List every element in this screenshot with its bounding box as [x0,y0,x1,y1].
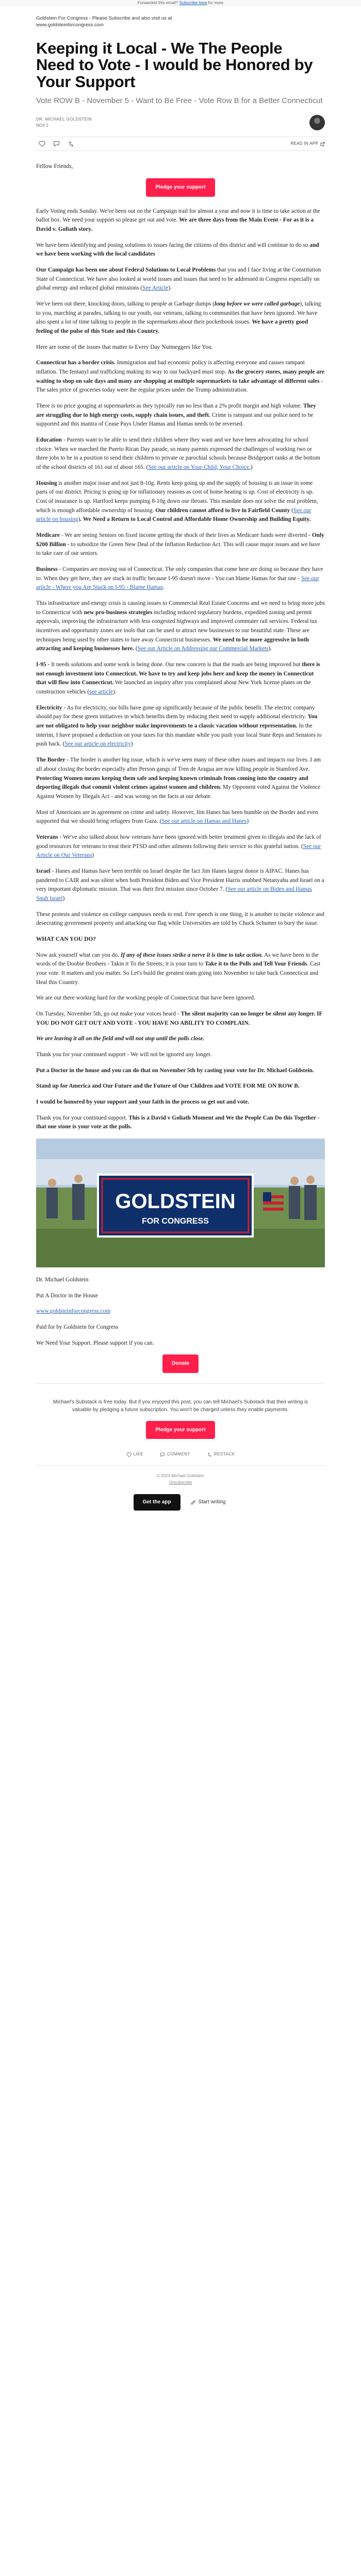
forward-banner-text: Forwarded this email? [137,1,178,5]
paragraph [36,1307,325,1316]
article-link[interactable]: See our article on electricity [64,741,131,748]
heart-icon[interactable] [36,138,47,149]
paragraph: Our Campaign has been one about Federal Solutions to Local Problems that you and I face living at the Constitution State of Connecticut. We have also looked at world issues and issues that need to be addressed in Congress especially on global energy and reduced global emissions (See Article). [36,266,321,292]
paragraph: Veterans - We've also talked about how veterans have been ignored with better treatment given to illegals and the lack of good resources for veterans to treat their PTSD and other ailments following their service to this grateful nation. (See our Article on Our Veterans) [36,834,321,859]
byline-meta [36,116,92,129]
campaign-site-link[interactable]: www.goldsteinforcongress.com [36,1308,111,1315]
pencil-icon [191,1500,196,1505]
signature-name: Dr. Michael Goldstein [36,1276,89,1283]
donate-button[interactable]: Donate [162,1354,199,1373]
divider [36,1383,325,1384]
paragraph: Housing is another major issue and not just 8-10g. Rents keep going up and the supply of housing is an issue in some parts of our district. Pricing is going up for inflationary reasons as cost of home heating is up. Cost of electricity is up. Cost of insurance is up. Hartford keeps pumping 8-10g down our throats. This mandate does not solve the real problem, which is enough affordable ownership of housing. Our children cannot afford to live in Fairfield County (See our article on housing). We Need a Return to Local Control and Affordable Home Ownership and Building Equity. [36,480,318,523]
article-link[interactable]: See Article [142,285,169,292]
restack-icon [207,1452,212,1457]
paid-for-line: Paid for by Goldstein for Congress [36,1324,119,1330]
paragraph: Thank you for your continued support - We will not be ignored any longer. [36,1051,212,1058]
like-button[interactable] [126,1451,143,1458]
preheader-line-2: www.goldsteinforcongress.com [36,22,104,28]
paragraph: We are out there working hard for the working people of Connecticut that have been ignored. [36,995,255,1002]
paragraph: On Tuesday, November 5th, go out make your voices heard - The silent majority can no longer be silent any longer. IF YOU DO NOT GET OUT AND VOTE - YOU HAVE NO ABILITY TO COMPLAIN. [36,1010,323,1026]
get-app-button[interactable]: Get the app [134,1494,180,1511]
copyright-text: © 2024 Michael Goldstein [157,1473,204,1478]
post-body [36,162,325,1372]
byline [36,114,325,131]
email-page [36,6,325,1511]
paragraph: I would be honored by your support and your faith in the process so get out and vote. [36,1098,250,1105]
sign-subtext: FOR CONGRESS [142,1216,209,1226]
post-subtitle: Vote ROW B - November 5 - Want to Be Free - Vote Row B for a Better Connecticut [36,96,323,106]
article-link[interactable]: See our article on housing [36,507,311,523]
article-link[interactable]: See our article - Where you Are Stuck on I-95 - Blame Hamas [36,575,319,591]
article-link[interactable]: See our article on Hamas and Hanes [161,818,247,825]
article-link[interactable]: see article [89,689,113,696]
campaign-photo[interactable] [36,1139,325,1267]
paragraph: This infrastructure and energy crisis is causing issues to Commercial Real Estate Concerns and we need to bring more jobs to Connecticut with new pro-business strategies including reduced regulatory burdens, expedited zoning and permit approvals, improving the infrastructure with less congested highways and improved commuter rail services. Federal tax incentives and opportunity zones are tools that can be used to attract new businesses to our beautiful state. These are techniques being used by other states to lure away Connecticut businesses. We need to be more aggressive in both attracting and keeping businesses here. (See our Article on Addressing our Commercial Markets). [36,600,325,652]
comment-icon[interactable] [51,138,62,149]
article-link[interactable]: See our article on Biden and Hamas Snub Israel [36,886,313,902]
article-link[interactable]: See our Article on Addressing our Commercial Markets [137,646,269,652]
paragraph: Stand up for America and Our Future and the Future of Our Children and VOTE FOR ME ON ROW B. [36,1083,300,1090]
donate-button-wrap [36,1354,325,1373]
subscribe-link[interactable]: Subscribe here [179,1,207,5]
paragraph: I-95 - It needs solutions and some work is being done. Our new concern is that the roads are being improved but there is not enough investment into Connecticut. We have to try and keep jobs here and keep the money in Connecticut that will flow into Connecticut. We launched an inquiry after you complained about New York license plates on the construction vehicles (see article). [36,662,320,696]
like-label: LIKE [133,1452,143,1457]
paragraph: Most of Americans are in agreement on crime and safety. However, Jim Hanes has been humble on the Border and even supported that we should bring refugees from Gaza. (See our article on Hamas and Hanes) [36,809,318,825]
comment-label: COMMENT [167,1452,190,1457]
support-request: We Need Your Support. Please support if you can. [36,1340,154,1346]
post-action-row [36,137,325,151]
read-in-app-button[interactable] [290,141,325,147]
paragraph: Medicare - We are seeing Seniors on fixed income getting the shock of their lives as Medicare funds were diverted - Only $200 Billion - to subsidize the Green New Deal of the Inflation Reduction Act. This will cause major issues and we have to take care of our seniors. [36,532,324,557]
footer-pledge-button[interactable]: Pledge your support [146,1421,215,1439]
restack-button[interactable] [207,1451,235,1458]
heart-icon [126,1452,132,1457]
paragraph: Connecticut has a border crisis. Immigration and bad economic policy is affecting everyone and causes rampant inflation. The fentanyl and trafficking making its way to our backyard must stop. As the grocery stores, many people are waiting to shop on sale days and many are shopping at multiple supermarkets to take advantage of different sales - The sales price of groceries today were the regular prices under the Trump administration. [36,360,324,394]
restack-icon[interactable] [65,138,76,149]
pledge-button-wrap [36,178,325,197]
paragraph: Thank you for your continued support. This is a David v Goliath Moment and We the People Can Do this Together - that one stone is your vote at the polls. [36,1114,320,1130]
post-title[interactable]: Keeping it Local - We The People Need to Vote - I would be Honored by Your Support [36,39,313,91]
read-in-app-label: READ IN APP [290,141,318,146]
paragraph: Education - Parents want to be able to send their children where they want and we have been advocating for school choice. When we marched the Puerto Rican Day parade, so many parents expressed the challenges of working two or three jobs to be in a position to send their children to private or parochial schools because Bridgeport ranks at the bottom of the school districts of 161 out of about 165. (See our article on Your Child, Your Choice.) [36,437,320,471]
comment-button[interactable] [160,1451,190,1458]
start-writing-button[interactable] [189,1494,228,1511]
forward-banner-suffix: for more [208,1,224,5]
restack-label: RESTACK [214,1452,235,1457]
start-writing-label: Start writing [198,1499,226,1505]
section-heading: WHAT CAN YOU DO? [36,936,96,942]
article-link[interactable]: See our Article on Our Veterans [36,843,321,859]
signature-tagline: Put A Doctor in the House [36,1292,98,1299]
external-link-icon [320,142,325,146]
paragraph: We are leaving it all on the field and will not stop until the polls close. [36,1036,205,1042]
unsubscribe-link[interactable]: Unsubscribe [169,1480,192,1485]
paragraph: We have been identifying and posing solutions to issues facing the citizens of this district and will continue to do so and we have been working with the local candidates [36,242,319,258]
preheader-line-1: Goldstein For Congress - Please Subscribe and also visit us at [36,15,172,21]
paragraph: Early Voting ends Sunday. We've been out on the Campaign trail for almost a year and now it is time to take action at the ballot box. We need your support so please get out and vote. We are three days from the Main Event - For as it is a David v. Goliath story. [36,208,320,232]
paragraph: These protests and violence on college campuses needs to end. Free speech is one thing, it is another to incite violence and desecrating government property and attacking our flag while Universities are told by Chuck Schumer to bury the issue. [36,911,324,927]
post-actions [36,138,76,149]
paragraph: Now ask yourself what can you do. If any of these issues strike a nerve it is time to take action. As we have been in the words of the Doobie Brothers - Takin it To the Streets; it is your turn to Take it to the Polls and Tell Your Friends. Cast your vote. It matters and you matter. So Let's build the greatest team going into November to take back Connecticut and Heal this Country. [36,952,321,986]
sign-name: GOLDSTEIN [115,1190,236,1213]
greeting: Fellow Friends, [36,163,73,170]
paragraph: There is no price gouging at supermarkets as they typically run no less than a 2% profit margin and high volume. They are struggling due to high energy costs, supply chain issues, and theft. Crime is rampant and our police need to be supported and this mantra of Cease Pays Under Hamas and Hamas needs to be reversed. [36,402,316,428]
footer-note: Michael's Substack is free today. But if you enjoyed this post, you can tell Michael's Substack that their writing is valuable by pledging a future subscription. You won't be charged unless they enable payments. [53,1399,308,1413]
article-link[interactable]: See our article on Your Child, Your Choice. [148,464,251,471]
footer-actions [36,1451,325,1465]
preheader [36,15,325,29]
paragraph: The Border - The border is another big issue, which is we've seen many of these other issues and impacts our lives. I am all about closing the border especially after Person gangs of Tren de Aragua are now killing people in Stamford Ave. Protecting Women means keeping them safe and keeping known criminals from coming into the country and deporting illegals that commit violent crimes against women and children. My Opponent voted Against the Violence Against Women by Illegals Act - and was wrong on the facts at our debate. [36,757,321,800]
copyright [36,1473,325,1486]
footer-pledge-wrap [36,1421,325,1439]
paragraph: We've been out there, knocking doors, talking to people at Garbage dumps (long before we were called garbage), talking to you, marching at parades, talking to our youth, our veterans, talking to communities that have been ignored. We have also spent a lot of time talking to people in the supermarkets about their pocketbook issues. We have a pretty good feeling of the pulse of this State and this Country. [36,300,321,334]
forward-banner [0,0,361,6]
author-name[interactable]: DR. MICHAEL GOLDSTEIN [36,117,92,122]
paragraph: Business - Companies are moving out of Connecticut. The only companies that come here are doing so because they have to. When they get here, they are stuck in traffic because I-95 doesn't move - You can blame Hamas for that one - See our article - Where you Are Stuck on I-95 - Blame Hamas. [36,566,323,591]
comment-icon [160,1452,165,1457]
paragraph: Put a Doctor in the house and you can do that on November 5th by casting your vote for Dr. Michael Goldstein. [36,1067,314,1074]
paragraph: Electricity - As for electricity, our bills have gone up significantly because of the public benefit. The electric company should pay for these green initiatives in which benefits them by reducing their need to supply additional electricity. You are not obligated to help your neighbor make improvements to a classic vacation without representation. In the interim, I have proposed a deduction on your taxes for this mandate while you push your local State Reps and Senators to push back. (See our article on electricity) [36,704,322,748]
avatar[interactable] [309,115,325,130]
paragraph: Israel - Hanes and Hamas have been terrible on Israel despite the fact Jim Hanes largest donor is AIPAC. Hanes has pandered to CAIR and was silent when both President Biden and Vice President Harris snubbed Netanyahu and Israel on a very important diplomatic mission. That was their first mission since October 7. (See our article on Biden and Hamas Snub Israel) [36,868,324,902]
app-row [36,1494,325,1511]
pledge-support-button[interactable]: Pledge your support [146,178,215,197]
post-date: NOV 2 [36,123,49,128]
paragraph: Here are some of the issues that matter to Every Day Nutmeggers like You. [36,344,213,350]
